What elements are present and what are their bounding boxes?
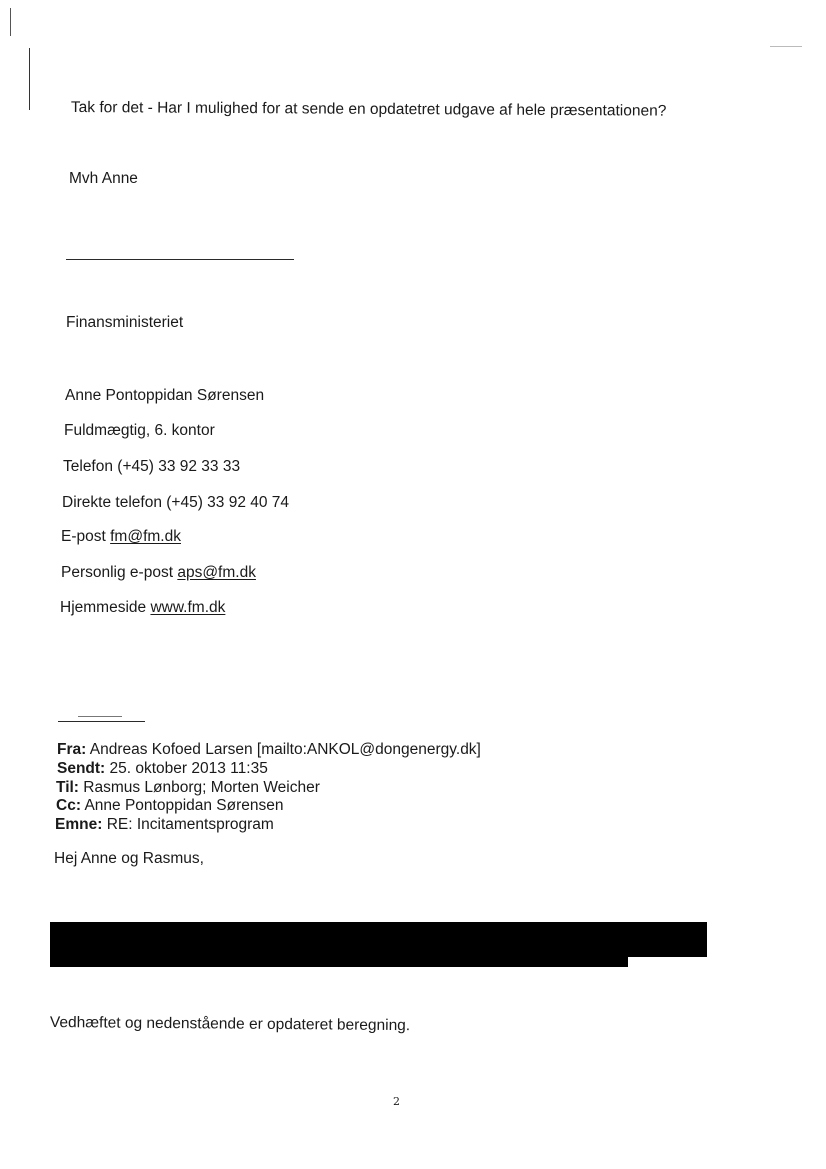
signature-email-row bbox=[61, 529, 181, 545]
header-cc-value: Anne Pontoppidan Sørensen bbox=[84, 797, 284, 814]
signature-phone: Telefon (+45) 33 92 33 33 bbox=[63, 458, 241, 475]
reply-closing: Mvh Anne bbox=[69, 170, 138, 187]
header-from bbox=[57, 742, 481, 758]
header-to bbox=[56, 780, 320, 796]
signature-personal-email-row bbox=[61, 565, 256, 581]
original-body-text: Vedhæftet og nedenstående er opdateret beregning. bbox=[49, 1014, 411, 1035]
signature-organization: Finansministeriet bbox=[66, 314, 184, 331]
header-from-value: Andreas Kofoed Larsen [mailto:ANKOL@dongenergy.dk] bbox=[89, 741, 481, 758]
signature-email-link[interactable]: fm@fm.dk bbox=[110, 528, 181, 545]
header-subject-value: RE: Incitamentsprogram bbox=[106, 816, 274, 833]
scan-edge-mark bbox=[29, 48, 30, 110]
header-sent-value: 25. oktober 2013 11:35 bbox=[109, 760, 268, 777]
header-to-label: Til: bbox=[56, 779, 79, 796]
header-sent bbox=[57, 761, 268, 777]
signature-personal-email-label: Personlig e-post bbox=[61, 564, 174, 581]
header-to-value: Rasmus Lønborg; Morten Weicher bbox=[83, 779, 320, 796]
reply-body: Tak for det - Har I mulighed for at sende en opdatetret udgave af hele præsentationen? bbox=[70, 99, 667, 120]
header-subject bbox=[55, 817, 274, 833]
original-message-separator-upper bbox=[78, 716, 122, 717]
signature-direct-phone: Direkte telefon (+45) 33 92 40 74 bbox=[62, 494, 290, 511]
signature-title: Fuldmægtig, 6. kontor bbox=[64, 422, 215, 439]
header-cc bbox=[56, 798, 284, 814]
signature-email-label: E-post bbox=[61, 528, 106, 545]
signature-website-row bbox=[60, 600, 225, 616]
scan-edge-mark bbox=[10, 8, 11, 36]
signature-website-label: Hjemmeside bbox=[60, 599, 147, 616]
signature-separator bbox=[66, 259, 294, 260]
original-message-separator bbox=[58, 721, 145, 722]
signature-name: Anne Pontoppidan Sørensen bbox=[65, 387, 265, 404]
original-greeting: Hej Anne og Rasmus, bbox=[54, 850, 204, 867]
signature-personal-email-link[interactable]: aps@fm.dk bbox=[177, 564, 256, 581]
signature-website-link[interactable]: www.fm.dk bbox=[150, 599, 226, 616]
header-sent-label: Sendt: bbox=[57, 760, 106, 777]
scan-edge-mark bbox=[770, 46, 802, 47]
header-cc-label: Cc: bbox=[56, 797, 81, 814]
page-number: 2 bbox=[393, 1095, 400, 1108]
redaction-block-tail bbox=[50, 950, 628, 967]
header-subject-label: Emne: bbox=[55, 816, 103, 833]
header-from-label: Fra: bbox=[57, 741, 87, 758]
